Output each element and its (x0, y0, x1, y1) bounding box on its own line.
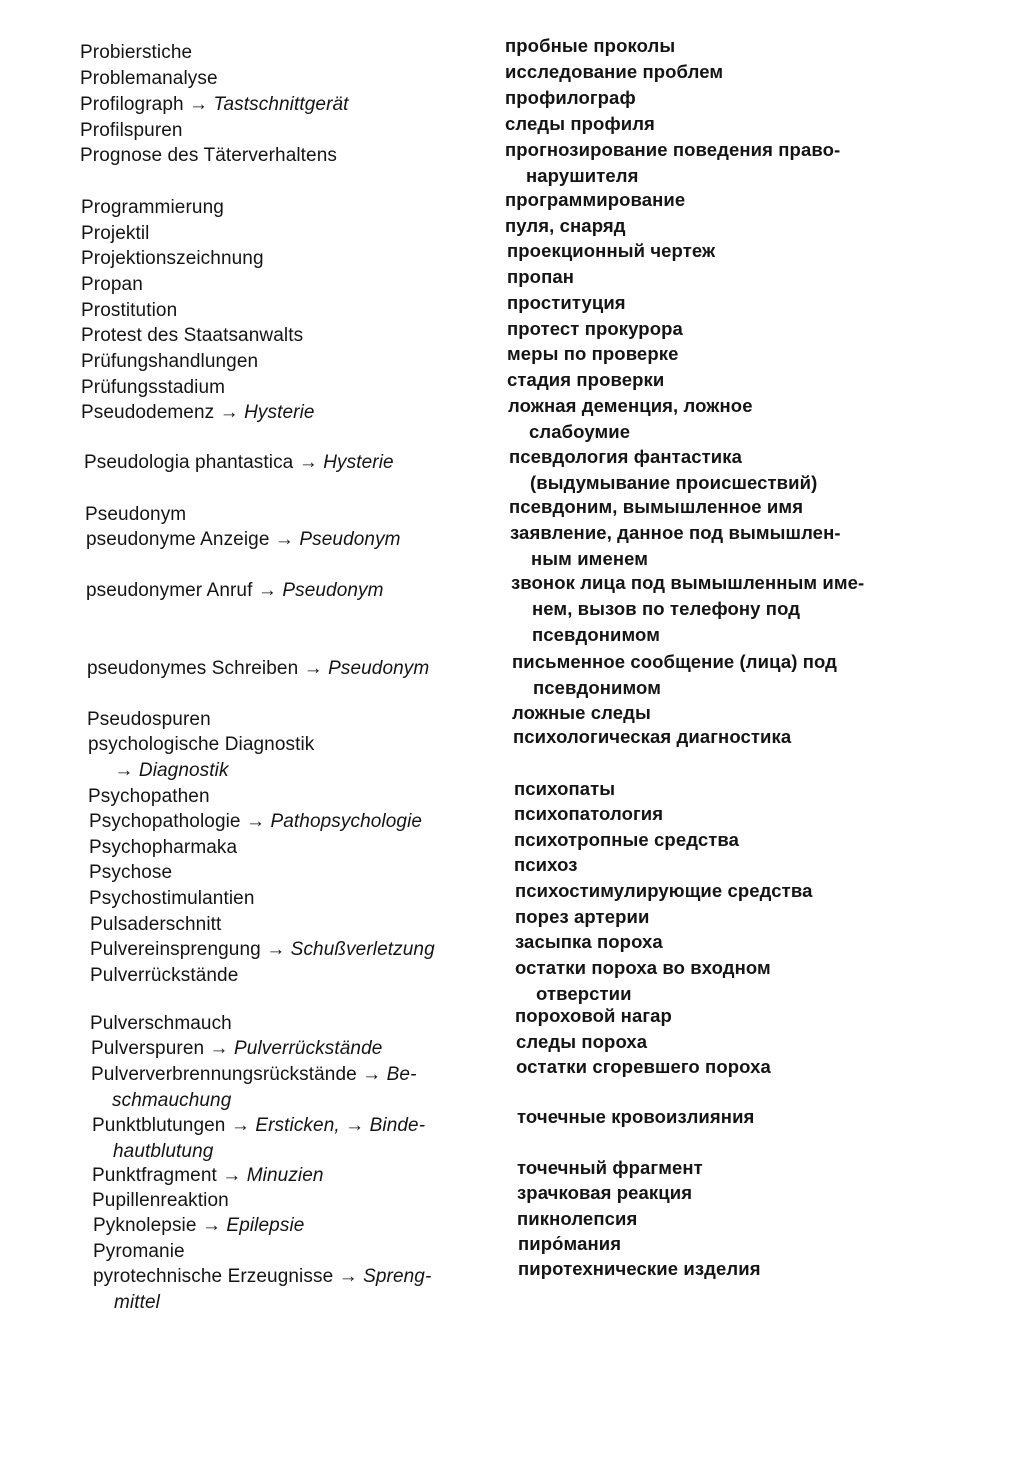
cross-reference: Pseudonym (282, 580, 384, 601)
german-term-line (81, 223, 149, 244)
german-term: pyrotechnische Erzeugnisse (93, 1266, 334, 1287)
german-term-entry (93, 1239, 185, 1265)
russian-translation-line: пороховой нагар (515, 1005, 672, 1026)
cross-reference-arrow-icon: → (216, 1165, 247, 1186)
german-term-line (93, 1241, 185, 1262)
russian-translation-entry (505, 59, 723, 85)
cross-reference: Hysterie (244, 402, 315, 423)
russian-translation-line: психопаты (514, 778, 616, 799)
cross-reference-arrow-icon: → (260, 939, 291, 960)
cross-reference-arrow-icon: → (293, 452, 324, 473)
german-term-entry (89, 809, 422, 835)
russian-translation-entry (517, 1104, 754, 1130)
german-term: Programmierung (81, 197, 224, 218)
german-term-line (81, 377, 225, 398)
russian-translation-line: заявление, данное под вымышлен- (510, 522, 841, 543)
cross-reference-arrow-icon: → (269, 529, 300, 550)
cross-reference: Minuzien (246, 1165, 324, 1186)
russian-translation-line: засыпка пороха (515, 931, 663, 952)
russian-translation-line: письменное сообщение (лица) под (512, 651, 837, 672)
german-term-line (89, 862, 172, 883)
russian-translation-line: прогнозирование поведения право- (505, 139, 841, 160)
german-term-line (90, 914, 221, 935)
russian-translation-line: зрачковая реакция (517, 1182, 693, 1203)
russian-translation-line: псевдонимом (533, 676, 661, 698)
german-term-entry (89, 860, 172, 886)
russian-translation-entry (507, 367, 664, 393)
cross-reference: Hysterie (323, 452, 394, 473)
german-term-entry (81, 323, 303, 349)
russian-translation-line: звонок лица под вымышленным име- (511, 572, 865, 593)
german-term: Prüfungshandlungen (81, 351, 259, 372)
german-term-entry (93, 1264, 431, 1315)
german-term-line (93, 1266, 431, 1287)
russian-translation-entry (511, 570, 864, 647)
russian-translation-entry (509, 444, 817, 496)
russian-translation-entry (505, 85, 636, 111)
german-term: Pseudonym (85, 504, 187, 525)
russian-translation-entry (516, 1029, 647, 1055)
russian-translation-entry (514, 827, 739, 853)
russian-translation-entry (505, 187, 685, 213)
russian-translation-line: пиро́мания (518, 1233, 622, 1254)
russian-translation-line: точечные кровоизлияния (517, 1106, 755, 1127)
cross-reference: Diagnostik (138, 759, 229, 781)
german-term-line (81, 197, 224, 218)
russian-translation-line: психопатология (514, 803, 664, 824)
german-term: Pyromanie (93, 1241, 185, 1262)
cross-reference-arrow-icon: → (214, 402, 245, 423)
german-term-entry (81, 375, 225, 401)
german-term: Protest des Staatsanwalts (81, 325, 304, 346)
russian-translation-entry (515, 904, 649, 930)
german-term: Probierstiche (80, 42, 193, 63)
german-term: Pulverrückstände (90, 965, 239, 986)
russian-translation-line: следы профиля (505, 113, 655, 134)
cross-reference-arrow-icon: → (252, 580, 283, 601)
german-term-entry (92, 1163, 324, 1189)
german-term-line (80, 145, 337, 166)
cross-reference-continuation: schmauchung (112, 1089, 232, 1111)
german-term-line (89, 888, 255, 909)
german-term: Psychose (89, 862, 173, 883)
russian-translation-line: точечный фрагмент (517, 1157, 703, 1178)
russian-translation-line: отверстии (536, 982, 632, 1004)
russian-translation-entry (510, 520, 841, 572)
german-term: Pulverschmauch (90, 1013, 232, 1034)
german-term-entry (81, 221, 149, 247)
german-term-entry (80, 118, 183, 144)
german-term-line (86, 580, 384, 601)
cross-reference-arrow-icon: → (356, 1064, 387, 1085)
german-term-line (92, 1115, 425, 1136)
russian-translation-line: стадия проверки (507, 369, 665, 390)
cross-reference-arrow-icon: → (298, 658, 329, 679)
russian-translation-line: меры по проверке (507, 343, 679, 364)
russian-translation-line: психоз (514, 854, 578, 875)
german-term-line (87, 709, 211, 730)
cross-reference: Pseudonym (328, 658, 430, 679)
german-term-entry (81, 195, 224, 221)
russian-translation-entry (518, 1256, 761, 1282)
german-term: Projektil (81, 223, 150, 244)
german-term: Psychopharmaka (89, 837, 238, 858)
russian-translation-line: псевдоним, вымышленное имя (509, 496, 804, 517)
russian-translation-line: профилограф (505, 87, 636, 108)
russian-translation-entry (514, 776, 615, 802)
russian-translation-entry (509, 494, 803, 520)
german-term-entry (90, 1011, 232, 1037)
russian-translation-entry (507, 264, 574, 290)
russian-translation-line: нарушителя (526, 164, 639, 186)
cross-reference: Epilepsie (226, 1215, 305, 1236)
russian-translation-entry (517, 1180, 692, 1206)
german-term-entry (92, 1188, 229, 1214)
german-term: pseudonyme Anzeige (86, 529, 270, 550)
german-term-line (87, 658, 429, 679)
german-term-line (84, 452, 394, 473)
russian-translation-line: псевдология фантастика (509, 446, 742, 467)
german-term: Profilspuren (80, 120, 183, 141)
russian-translation-line: ложные следы (512, 702, 651, 723)
german-term-line (92, 1190, 229, 1211)
cross-reference-arrow-icon: → (183, 94, 214, 115)
russian-translation-entry (518, 1231, 621, 1257)
russian-translation-line: проекционный чертеж (507, 240, 716, 261)
german-term: Prognose des Täterverhaltens (80, 145, 337, 166)
german-term-entry (85, 502, 186, 528)
german-term-continuation (88, 758, 314, 784)
russian-translation-line: исследование проблем (505, 61, 724, 82)
german-term-line (80, 120, 183, 141)
german-term-line (92, 1165, 324, 1186)
german-term-line (80, 68, 218, 89)
russian-translation-line: порез артерии (515, 906, 650, 927)
russian-translation-line: ным именем (531, 547, 649, 569)
german-term: Psychostimulantien (89, 888, 255, 909)
russian-translation-line: психостимулирующие средства (515, 880, 813, 901)
cross-reference-arrow-icon: → (225, 1115, 256, 1136)
russian-translation-line: психотропные средства (514, 829, 739, 850)
cross-reference: Pathopsychologie (270, 811, 423, 832)
german-term-entry (90, 963, 238, 989)
cross-reference: Schußverletzung (290, 939, 435, 960)
german-term: Psychopathologie (89, 811, 241, 832)
russian-translation-line: пуля, снаряд (505, 215, 626, 236)
russian-translation-line: нем, вызов по телефону под (532, 597, 801, 619)
russian-translation-line: пикнолепсия (517, 1208, 638, 1229)
russian-translation-line: остатки пороха во входном (515, 957, 771, 978)
cross-reference-arrow-icon: → (196, 1215, 227, 1236)
german-term-line (89, 811, 422, 832)
russian-translation-entry (508, 393, 753, 445)
german-term-line (91, 1038, 382, 1059)
german-term-line (80, 94, 349, 115)
german-term-entry (86, 527, 401, 553)
russian-translation-line: слабоумие (529, 420, 631, 442)
cross-reference-arrow-icon: → (114, 759, 139, 781)
german-term: pseudonymes Schreiben (87, 658, 299, 679)
german-term-entry (93, 1213, 304, 1239)
german-term-entry (89, 835, 237, 861)
german-term: Problemanalyse (80, 68, 218, 89)
german-term-entry (81, 246, 264, 272)
german-term-line (81, 351, 258, 372)
german-term: Prüfungsstadium (81, 377, 226, 398)
german-term-entry (86, 578, 384, 604)
german-term-entry (90, 912, 221, 938)
german-term: Punktblutungen (92, 1115, 226, 1136)
russian-translation-line: следы пороха (516, 1031, 648, 1052)
german-term-line (91, 1064, 417, 1085)
russian-translation-entry (515, 1003, 672, 1029)
cross-reference-arrow-icon: → (204, 1038, 235, 1059)
german-term-entry (89, 886, 255, 912)
cross-reference-continuation: hautblutung (113, 1140, 214, 1162)
russian-translation-entry (517, 1206, 637, 1232)
russian-translation-entry (505, 213, 626, 239)
russian-translation-entry (517, 1155, 703, 1181)
german-term: pseudonymer Anruf (86, 580, 253, 601)
cross-reference: Binde- (369, 1115, 426, 1136)
cross-reference: Be- (386, 1064, 417, 1085)
russian-translation-line: пропан (507, 266, 575, 287)
russian-translation-line: пиротехнические изделия (518, 1258, 761, 1279)
cross-reference: Tastschnittgerät (213, 94, 349, 115)
german-term-entry (81, 349, 258, 375)
russian-translation-entry (507, 290, 626, 316)
cross-reference: Pseudonym (299, 529, 401, 550)
german-term-line (90, 1013, 232, 1034)
german-term-entry (80, 66, 218, 92)
russian-translation-entry (515, 878, 812, 904)
german-term: Pulververbrennungsrückstände (91, 1064, 357, 1085)
german-term-line (93, 1215, 304, 1236)
german-term: Pseudospuren (87, 709, 211, 730)
german-term-entry (87, 707, 211, 733)
german-term: Pulsaderschnitt (90, 914, 222, 935)
german-term: Punktfragment (92, 1165, 217, 1186)
german-term-line (86, 529, 401, 550)
russian-translation-line: проституция (507, 292, 626, 313)
cross-reference: Pulverrückstände (234, 1038, 383, 1059)
german-term: Psychopathen (88, 786, 210, 807)
russian-translation-entry (516, 1054, 771, 1080)
german-term: Profilograph (80, 94, 184, 115)
russian-translation-entry (514, 801, 663, 827)
russian-translation-entry (507, 341, 678, 367)
german-term: Projektionszeichnung (81, 248, 264, 269)
german-term-entry (90, 937, 435, 963)
german-term: Pseudologia phantastica (84, 452, 294, 473)
german-term-line (81, 402, 315, 423)
german-term-line (88, 786, 210, 807)
russian-translation-line: программирование (505, 189, 686, 210)
german-term-line (90, 939, 435, 960)
russian-translation-entry (513, 724, 791, 750)
german-term-line (81, 300, 177, 321)
german-term: Pseudodemenz (81, 402, 215, 423)
german-term-line (90, 965, 238, 986)
german-term-entry (88, 784, 210, 810)
german-term: psychologische Diagnostik (88, 734, 315, 755)
cross-reference-arrow-icon: → (240, 811, 271, 832)
russian-translation-entry (507, 238, 715, 264)
german-term-entry (91, 1062, 417, 1113)
russian-translation-line: псевдонимом (532, 623, 660, 645)
russian-translation-line: ложная деменция, ложное (508, 395, 753, 416)
german-term: Prostitution (81, 300, 178, 321)
german-term: Propan (81, 274, 143, 295)
german-term-entry (81, 400, 315, 426)
german-term-entry (92, 1113, 425, 1164)
german-term-line (88, 734, 314, 755)
russian-translation-line: пробные проколы (505, 35, 676, 56)
german-term-line (80, 42, 192, 63)
german-term-entry (80, 92, 349, 118)
german-term-line (89, 837, 237, 858)
german-term: Pupillenreaktion (92, 1190, 229, 1211)
russian-translation-entry (512, 649, 837, 701)
german-term-entry (91, 1036, 382, 1062)
russian-translation-entry (507, 316, 683, 342)
russian-translation-entry (515, 929, 663, 955)
russian-translation-entry (505, 33, 675, 59)
german-term-entry (88, 732, 314, 783)
german-term-entry (81, 298, 177, 324)
cross-reference-continuation: mittel (114, 1291, 160, 1313)
cross-reference: Spreng- (363, 1266, 432, 1287)
german-term: Pyknolepsie (93, 1215, 197, 1236)
russian-translation-entry (505, 111, 655, 137)
russian-translation-entry (512, 700, 651, 726)
german-term-entry (81, 272, 143, 298)
russian-translation-line: (выдумывание происшествий) (530, 471, 818, 493)
german-term-line (81, 274, 143, 295)
russian-translation-line: протест прокурора (507, 318, 683, 339)
german-term-line (81, 325, 303, 346)
russian-translation-entry (505, 137, 840, 189)
german-term-line (85, 504, 186, 525)
german-term-entry (80, 40, 192, 66)
cross-reference-arrow-icon: → (333, 1266, 364, 1287)
german-term-line (81, 248, 264, 269)
russian-translation-line: психологическая диагностика (513, 726, 792, 747)
russian-translation-line: остатки сгоревшего пороха (516, 1056, 771, 1077)
cross-reference-arrow-icon: → (339, 1115, 370, 1136)
german-term-entry (87, 656, 429, 682)
russian-translation-entry (514, 852, 578, 878)
german-term-entry (80, 143, 337, 169)
german-term-entry (84, 450, 394, 476)
german-term: Pulvereinsprengung (90, 939, 261, 960)
russian-translation-entry (515, 955, 771, 1007)
german-term: Pulverspuren (91, 1038, 205, 1059)
cross-reference: Ersticken, (255, 1115, 340, 1136)
